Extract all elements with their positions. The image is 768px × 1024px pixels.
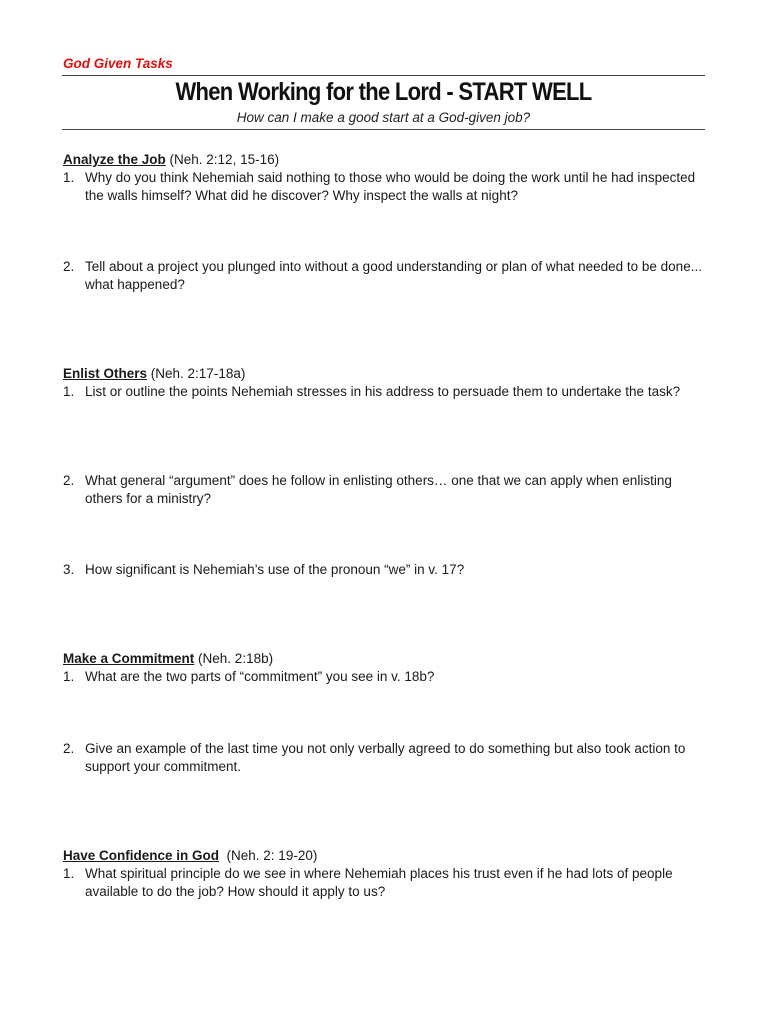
question-item — [62, 258, 705, 294]
section-heading-confidence — [63, 848, 317, 863]
question-text: What spiritual principle do we see in where Nehemiah places his trust even if he had lots of people available to do the job? How should it apply to us? — [85, 866, 673, 899]
question-item — [62, 169, 705, 205]
question-number: 2. — [63, 473, 75, 488]
section-reference: (Neh. 2:12, 15-16) — [165, 152, 280, 167]
worksheet-page — [62, 0, 705, 1024]
question-item — [62, 740, 705, 776]
question-item — [62, 561, 705, 579]
question-text: What general “argument” does he follow in enlisting others… one that we can apply when enlisting others for a ministry? — [85, 473, 672, 506]
section-heading-enlist — [63, 366, 245, 381]
section-reference: (Neh. 2:18b) — [194, 651, 274, 666]
header-top-rule — [62, 75, 705, 76]
page-subtitle: How can I make a good start at a God-given job? — [236, 110, 531, 125]
page-title: When Working for the Lord - START WELL — [175, 78, 592, 106]
question-number: 2. — [63, 259, 75, 274]
question-item — [62, 865, 705, 901]
section-label: Analyze the Job — [63, 152, 166, 167]
question-item — [62, 383, 705, 401]
question-number: 2. — [63, 741, 75, 756]
question-number: 1. — [63, 170, 75, 185]
question-text: Give an example of the last time you not only verbally agreed to do something but also took action to support your commitment. — [85, 741, 686, 774]
question-number: 1. — [63, 866, 75, 881]
question-item — [62, 668, 705, 686]
question-text: List or outline the points Nehemiah stresses in his address to persuade them to undertake the task? — [85, 384, 681, 399]
series-label: God Given Tasks — [63, 56, 173, 71]
section-label: Have Confidence in God — [63, 848, 220, 863]
question-text: How significant is Nehemiah’s use of the pronoun “we” in v. 17? — [85, 562, 465, 577]
section-heading-analyze — [63, 152, 279, 167]
section-label: Enlist Others — [63, 366, 148, 381]
section-reference: (Neh. 2:17-18a) — [147, 366, 246, 381]
section-heading-commitment — [63, 651, 273, 666]
question-number: 3. — [63, 562, 75, 577]
question-item — [62, 472, 705, 508]
question-text: What are the two parts of “commitment” you see in v. 18b? — [85, 669, 435, 684]
question-number: 1. — [63, 384, 75, 399]
question-text: Tell about a project you plunged into without a good understanding or plan of what needed to be done... what happened? — [85, 259, 702, 292]
question-text: Why do you think Nehemiah said nothing to those who would be doing the work until he had inspected the walls himself? What did he discover? Why inspect the walls at night? — [85, 170, 696, 203]
section-reference: (Neh. 2: 19-20) — [219, 848, 318, 863]
header-bottom-rule — [62, 129, 705, 130]
question-number: 1. — [63, 669, 75, 684]
section-label: Make a Commitment — [63, 651, 195, 666]
